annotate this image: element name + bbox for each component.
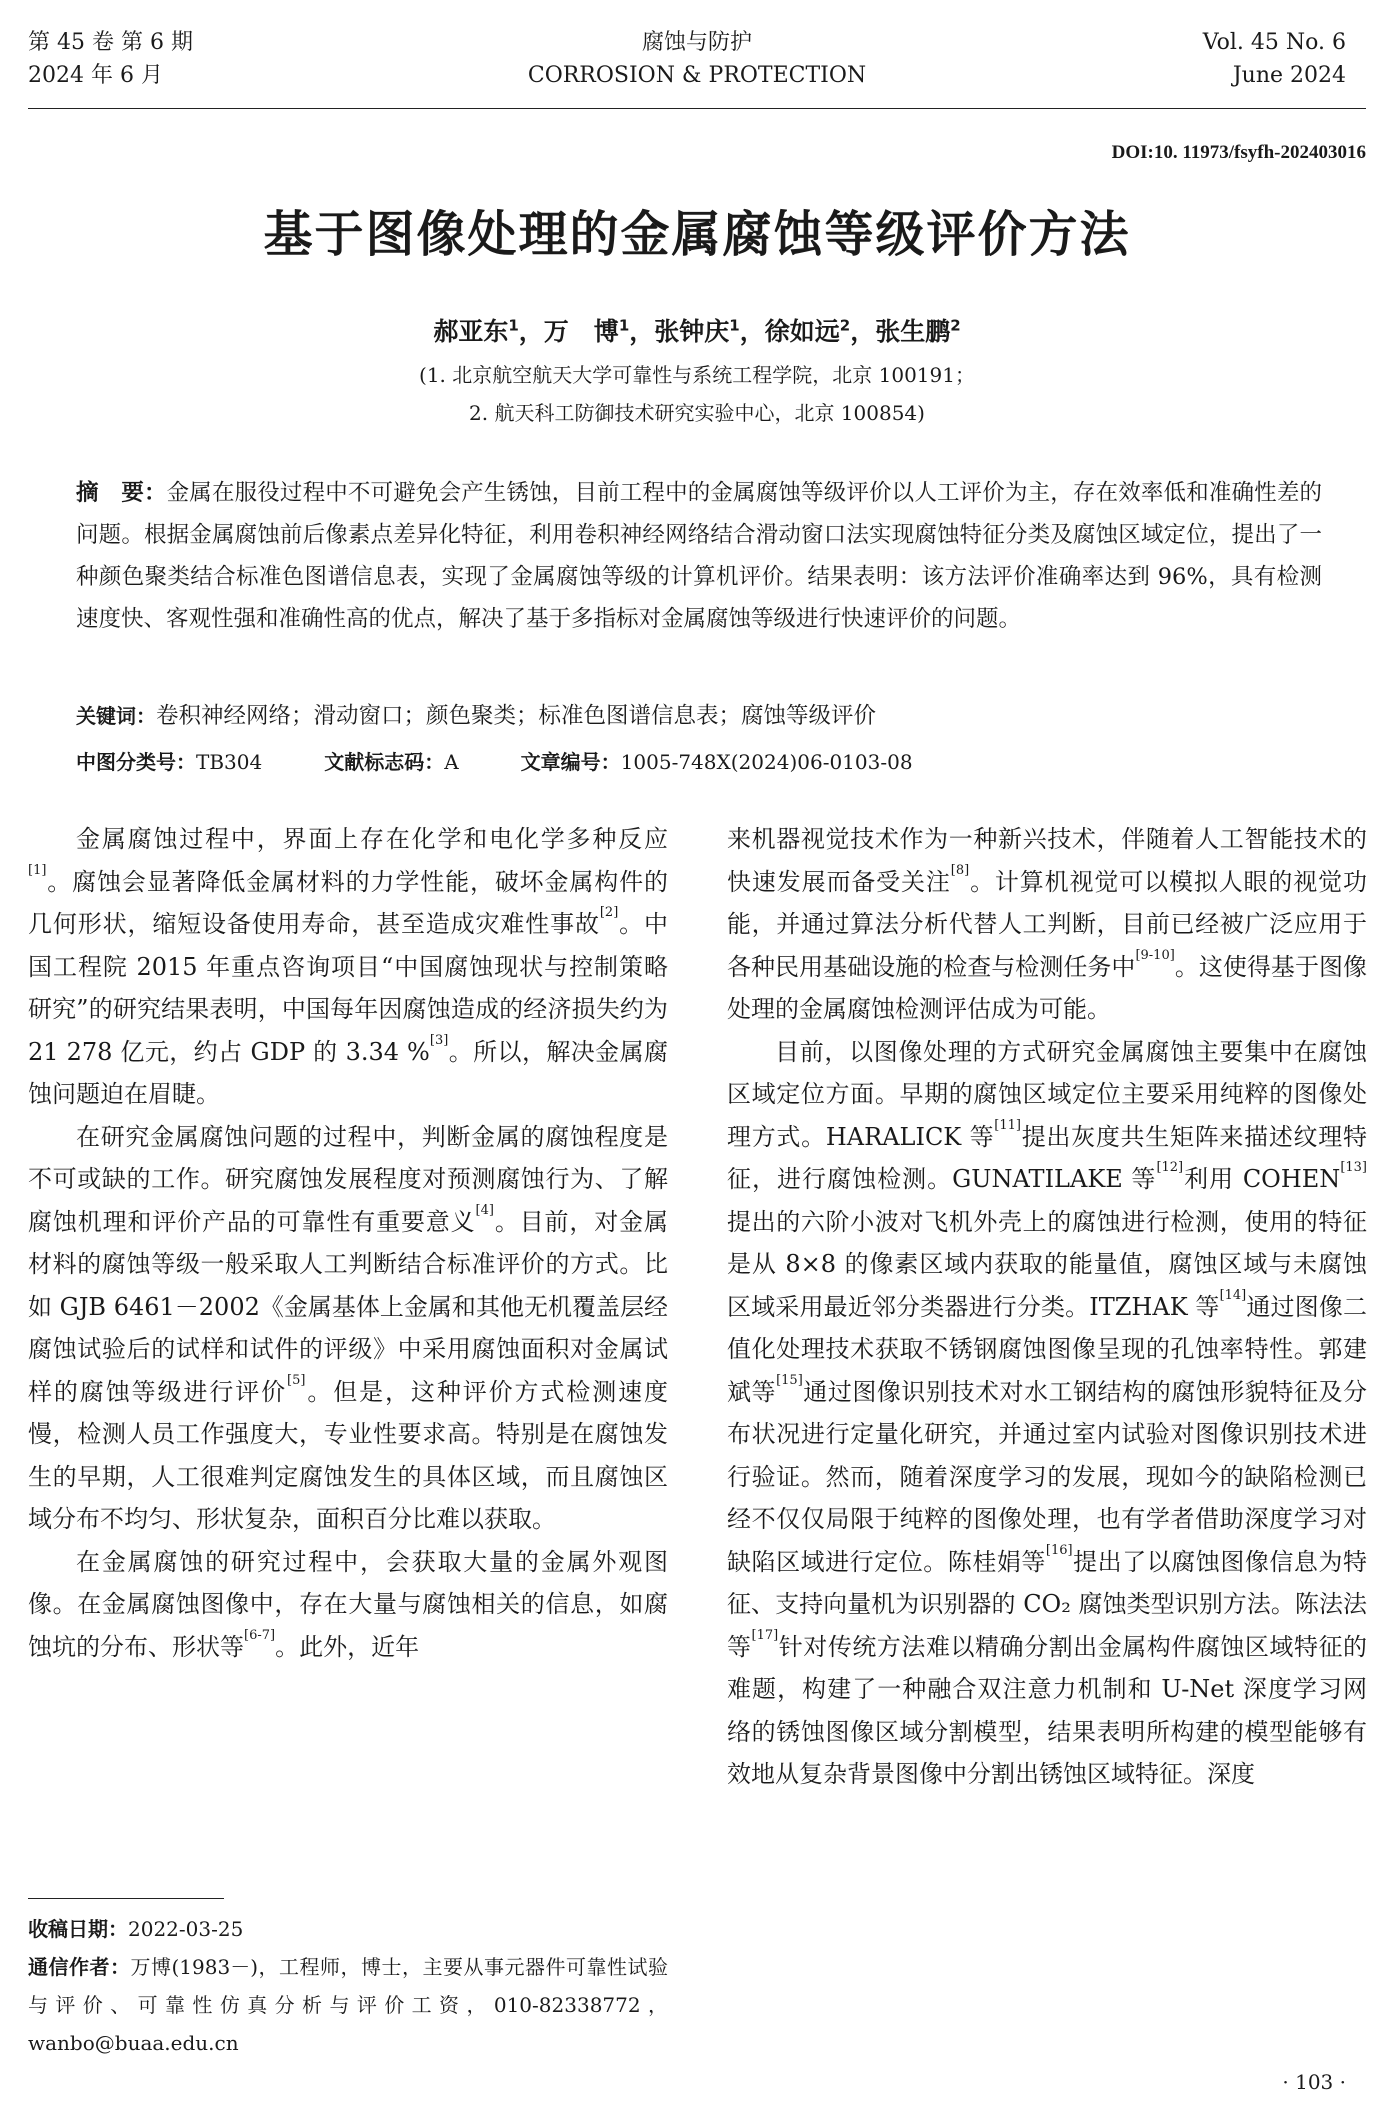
received-label: 收稿日期： — [28, 1917, 128, 1941]
text-run: 。腐蚀会显著降低金属材料的力学性能，破坏金属构件的几何形状，缩短设备使用寿命，甚至造成灾难性事故 — [28, 867, 668, 938]
paper-title: 基于图像处理的金属腐蚀等级评价方法 — [263, 206, 1131, 263]
journal-name-en: CORROSION & PROTECTION — [527, 63, 867, 88]
doi: DOI:10. 11973/fsyfh-202403016 — [1111, 142, 1366, 163]
issue-date: 2024 年 6 月 — [28, 63, 163, 88]
text-run: 提出灰度共生矩阵来描述纹理特征，进行腐蚀检测。GUNATILAKE 等 — [727, 1122, 1367, 1193]
article-number-value: 1005-748X(2024)06-0103-08 — [620, 750, 913, 774]
author: 万 博 — [543, 317, 619, 346]
text-run: 。计算机视觉可以模拟人眼的视觉功能，并通过算法分析代替人工判断，目前已经被广泛应用于各种民用基础设施的检查与检测任务中 — [727, 867, 1368, 981]
author-affiliation-mark: 2 — [839, 316, 851, 335]
page-number: · 103 · — [1282, 2070, 1346, 2094]
author: 张生鹏 — [875, 317, 951, 346]
text-run: 。中国工程院 2015 年重点咨询项目“中国腐蚀现状与控制策略研究”的研究结果表明，中国每年因腐蚀造成的经济损失约为 21 278 亿元，约占 GDP 的 3.34 % — [28, 910, 669, 1066]
abstract — [76, 472, 1322, 640]
author-affiliation-mark: 1 — [729, 316, 740, 335]
text-run: 目前，以图像处理的方式研究金属腐蚀主要集中在腐蚀区域定位方面。早期的腐蚀区域定位主要采用纯粹的图像处理方式。HARALICK 等 — [727, 1037, 1367, 1151]
corresponding-author — [28, 1948, 668, 2062]
body-paragraph — [727, 818, 1367, 1031]
journal-name — [0, 26, 1394, 92]
citation-ref: [15] — [776, 1372, 803, 1388]
doc-code-value: A — [444, 750, 459, 774]
keywords-text: 卷积神经网络；滑动窗口；颜色聚类；标准色图谱信息表；腐蚀等级评价 — [156, 703, 877, 729]
journal-name-cn: 腐蚀与防护 — [641, 30, 752, 55]
text-run: 。目前，对金属材料的腐蚀等级一般采取人工判断结合标准评价的方式。比如 GJB 6461－2002《金属基体上金属和其他无机覆盖层经腐蚀试验后的试样和试件的评级》中采用腐蚀面积对金属试样的腐蚀等级进行评价 — [28, 1207, 669, 1406]
text-run: 利用 COHEN — [1183, 1165, 1341, 1193]
text-run: 在研究金属腐蚀问题的过程中，判断金属的腐蚀程度是不可或缺的工作。研究腐蚀发展程度对预测腐蚀行为、了解腐蚀机理和评价产品的可靠性有重要意义 — [28, 1122, 668, 1236]
body-paragraph — [28, 1116, 668, 1541]
citation-ref: [12] — [1156, 1160, 1184, 1175]
header-rule — [28, 108, 1366, 109]
footnotes — [28, 1910, 668, 2062]
author: 郝亚东 — [433, 317, 509, 346]
abstract-label: 摘 要： — [76, 480, 167, 506]
volume-issue: 第 45 卷 第 6 期 — [28, 30, 193, 55]
text-run: 提出了以腐蚀图像信息为特征、支持向量机为识别器的 CO₂ 腐蚀类型识别方法。陈法法等 — [727, 1547, 1367, 1661]
abstract-text: 金属在服役过程中不可避免会产生锈蚀，目前工程中的金属腐蚀等级评价以人工评价为主，存在效率低和准确性差的问题。根据金属腐蚀前后像素点差异化特征，利用卷积神经网络结合滑动窗口法实现腐蚀特征分类及腐蚀区域定位，提出了一种颜色聚类结合标准色图谱信息表，实现了金属腐蚀等级的计算机评价。结果表明：该方法评价准确率达到 96%，具有检测速度快、客观性强和准确性高的优点，解决了基于多指标对金属腐蚀等级进行快速评价的问题。 — [76, 480, 1322, 632]
clc-value: TB304 — [196, 750, 263, 774]
body-column-right — [727, 818, 1367, 1796]
volume-issue-en: Vol. 45 No. 6 — [1202, 30, 1346, 55]
keywords — [76, 696, 1322, 736]
text-run: 提出的六阶小波对飞机外壳上的腐蚀进行检测，使用的特征是从 8×8 的像素区域内获取的能量值，腐蚀区域与未腐蚀区域采用最近邻分类器进行分类。ITZHAK 等 — [727, 1207, 1367, 1321]
citation-ref: [2] — [599, 905, 619, 920]
citation-ref: [17] — [751, 1627, 779, 1643]
citation-ref: [6-7] — [244, 1627, 276, 1643]
author: 张钟庆 — [654, 317, 730, 346]
footnote-rule — [28, 1898, 224, 1899]
citation-ref: [16] — [1045, 1542, 1073, 1558]
author-affiliation-mark: 1 — [618, 316, 630, 335]
issue-date-en: June 2024 — [1232, 63, 1346, 88]
corresponding-value: 万博(1983－)，工程师，博士，主要从事元器件可靠性试验与评价、可靠性仿真分析与评价工资，010-82338772，wanbo@buaa.edu.cn — [28, 1955, 668, 2055]
article-number-label: 文章编号： — [520, 750, 621, 774]
clc-label: 中图分类号： — [76, 750, 196, 774]
body-paragraph — [727, 1031, 1367, 1796]
text-run: 。所以，解决金属腐蚀问题迫在眉睫。 — [28, 1037, 668, 1108]
body-paragraph — [28, 1541, 668, 1669]
corresponding-label: 通信作者： — [28, 1955, 131, 1979]
text-run: 在金属腐蚀的研究过程中，会获取大量的金属外观图像。在金属腐蚀图像中，存在大量与腐蚀相关的信息，如腐蚀坑的分布、形状等 — [28, 1547, 668, 1661]
citation-ref: [8] — [950, 862, 970, 878]
author: 徐如远 — [764, 317, 840, 346]
doc-code-label: 文献标志码： — [324, 750, 445, 774]
citation-ref: [9-10] — [1135, 947, 1175, 963]
body-column-left — [28, 818, 668, 1668]
text-run: 金属腐蚀过程中，界面上存在化学和电化学多种反应 — [76, 825, 668, 853]
affiliation-2: 2. 航天科工防御技术研究实验中心，北京 100854) — [469, 401, 925, 425]
text-run: 针对传统方法难以精确分割出金属构件腐蚀区域特征的难题，构建了一种融合双注意力机制和 U-Net 深度学习网络的锈蚀图像区域分割模型，结果表明所构建的模型能够有效地从复杂背景图像中分割出锈蚀区域特征。深度 — [727, 1632, 1368, 1788]
received-value: 2022-03-25 — [128, 1917, 244, 1941]
keywords-label: 关键词： — [76, 704, 156, 728]
citation-ref: [5] — [287, 1372, 306, 1388]
citation-ref: [11] — [994, 1117, 1021, 1133]
text-run: 来机器视觉技术作为一种新兴技术，伴随着人工智能技术的快速发展而备受关注 — [727, 825, 1367, 896]
text-run: 。但是，这种评价方式检测速度慢，检测人员工作强度大，专业性要求高。特别是在腐蚀发生的早期，人工很难判定腐蚀发生的具体区域，而且腐蚀区域分布不均匀、形状复杂，面积百分比难以获取。 — [28, 1377, 669, 1533]
text-run: 通过图像识别技术对水工钢结构的腐蚀形貌特征及分布状况进行定量化研究，并通过室内试验对图像识别技术进行验证。然而，随着深度学习的发展，现如今的缺陷检测已经不仅仅局限于纯粹的图像处理，也有学者借助深度学习对缺陷区域进行定位。陈桂娟等 — [727, 1377, 1368, 1576]
author-affiliation-mark: 2 — [950, 316, 961, 335]
citation-ref: [3] — [429, 1032, 449, 1048]
affiliation-1: (1. 北京航空航天大学可靠性与系统工程学院，北京 100191； — [419, 363, 975, 387]
received-date — [28, 1910, 668, 1948]
journal-volume-issue-en — [1203, 26, 1346, 92]
author-affiliation-mark: 1 — [508, 316, 519, 335]
body-paragraph — [28, 818, 668, 1116]
citation-ref: [13] — [1340, 1160, 1367, 1175]
citation-ref: [14] — [1219, 1287, 1247, 1303]
text-run: 。这使得基于图像处理的金属腐蚀检测评估成为可能。 — [727, 952, 1368, 1023]
citation-ref: [1] — [28, 862, 47, 878]
author-list: 郝亚东$^1$，万 博$^1$，张钟庆$^1$，徐如远$^2$，张生鹏$^2$ — [433, 316, 961, 346]
classification-line — [76, 742, 1322, 782]
text-run: 。此外，近年 — [275, 1632, 420, 1661]
text-run: 通过图像二值化处理技术获取不锈钢腐蚀图像呈现的孔蚀率特性。郭建斌等 — [727, 1292, 1368, 1406]
citation-ref: [4] — [475, 1202, 494, 1218]
